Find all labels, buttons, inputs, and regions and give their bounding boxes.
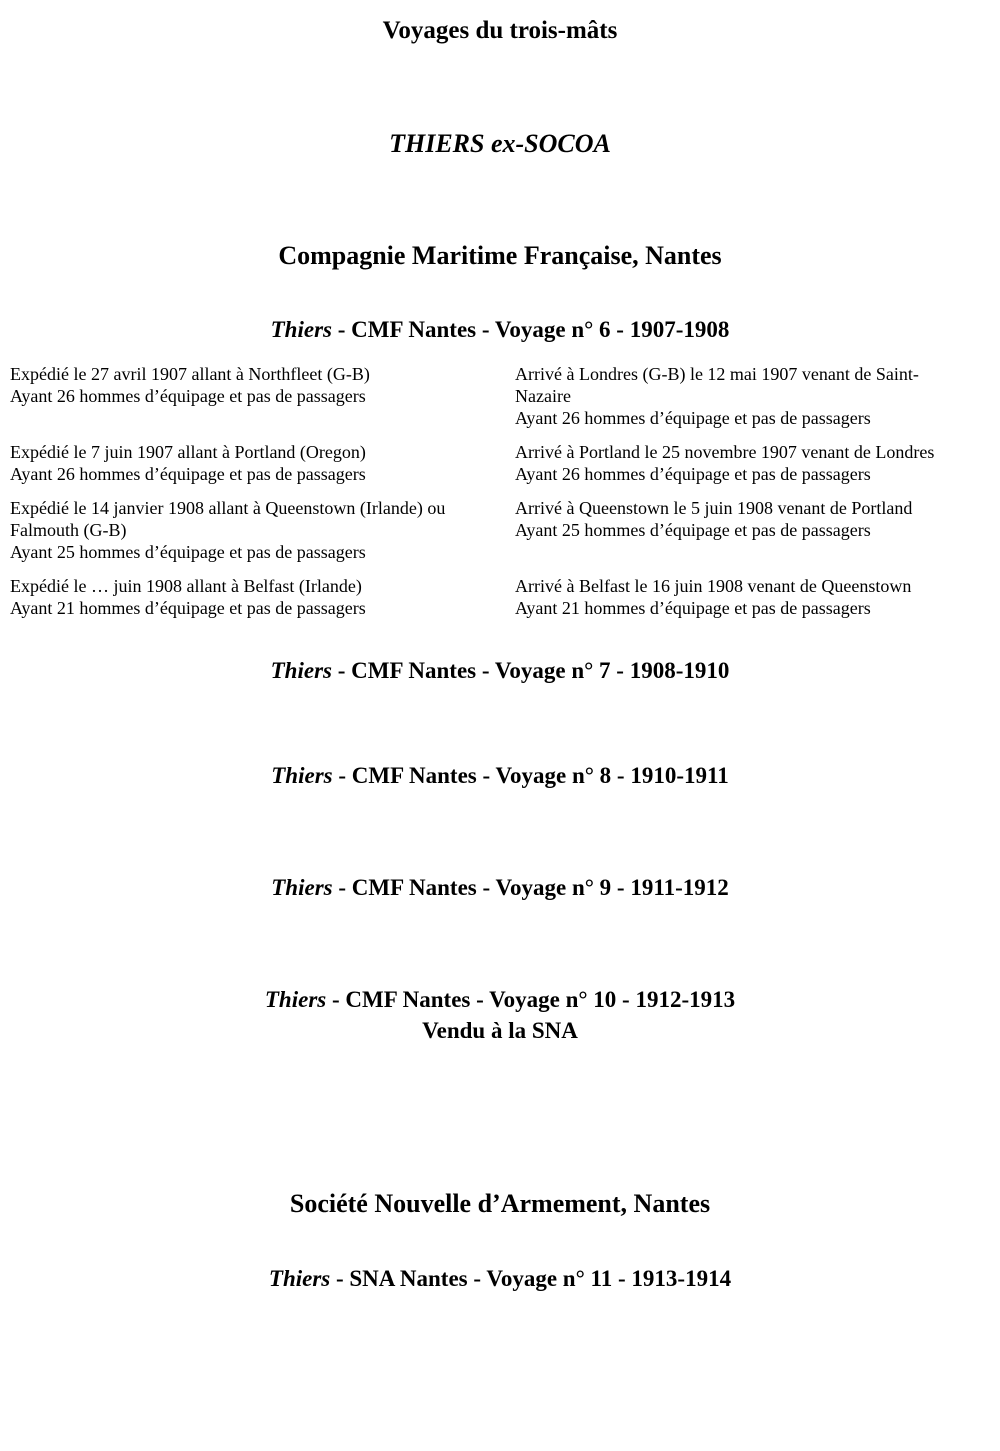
voyage-ship-name: Thiers <box>270 317 332 342</box>
arrival-text: Arrivé à Belfast le 16 juin 1908 venant de Queenstown <box>515 576 912 596</box>
departure-entry <box>10 441 490 485</box>
voyage-details: - SNA Nantes - Voyage n° 11 - 1913-1914 <box>330 1266 732 1291</box>
voyage-entry-row <box>10 363 970 429</box>
arrival-text: Arrivé à Londres (G-B) le 12 mai 1907 venant de Saint-Nazaire <box>515 364 919 406</box>
departure-text: Expédié le 27 avril 1907 allant à Northfleet (G-B) <box>10 364 370 384</box>
crew-text: Ayant 21 hommes d’équipage et pas de passagers <box>10 598 366 618</box>
voyage-details: - CMF Nantes - Voyage n° 10 - 1912-1913 <box>326 987 736 1012</box>
voyage-heading-11 <box>0 1266 1000 1292</box>
voyage-heading-6 <box>0 317 1000 343</box>
voyage-ship-name: Thiers <box>264 987 327 1012</box>
arrival-entry <box>490 363 970 429</box>
voyage-ship-name: Thiers <box>271 763 333 788</box>
departure-entry <box>10 575 490 619</box>
voyage-heading-7 <box>0 658 1000 684</box>
voyage-6-entries <box>10 363 970 631</box>
crew-text: Ayant 26 hommes d’équipage et pas de passagers <box>515 408 871 428</box>
voyage-entry-row <box>10 575 970 619</box>
voyage-details: - CMF Nantes - Voyage n° 8 - 1910-1911 <box>332 763 729 788</box>
arrival-entry <box>490 497 970 563</box>
voyage-entry-row <box>10 497 970 563</box>
departure-text: Expédié le 14 janvier 1908 allant à Queenstown (Irlande) ou Falmouth (G-B) <box>10 498 446 540</box>
voyage-details: - CMF Nantes - Voyage n° 6 - 1907-1908 <box>331 317 730 342</box>
company-heading-sna: Société Nouvelle d’Armement, Nantes <box>289 1189 711 1218</box>
crew-text: Ayant 26 hommes d’équipage et pas de passagers <box>10 386 366 406</box>
crew-text: Ayant 25 hommes d’équipage et pas de passagers <box>10 542 366 562</box>
crew-text: Ayant 26 hommes d’équipage et pas de passagers <box>515 464 871 484</box>
arrival-entry <box>490 441 970 485</box>
crew-text: Ayant 21 hommes d’équipage et pas de passagers <box>515 598 871 618</box>
voyage-ship-name: Thiers <box>270 658 332 683</box>
departure-text: Expédié le 7 juin 1907 allant à Portland (Oregon) <box>10 442 366 462</box>
crew-text: Ayant 25 hommes d’équipage et pas de passagers <box>515 520 871 540</box>
departure-entry <box>10 363 490 429</box>
arrival-text: Arrivé à Portland le 25 novembre 1907 venant de Londres <box>515 442 935 462</box>
departure-entry <box>10 497 490 563</box>
crew-text: Ayant 26 hommes d’équipage et pas de passagers <box>10 464 366 484</box>
ship-title: THIERS ex-SOCOA <box>389 129 611 158</box>
voyage-ship-name: Thiers <box>268 1266 331 1291</box>
voyage-ship-name: Thiers <box>271 875 333 900</box>
company-heading-cmf: Compagnie Maritime Française, Nantes <box>278 241 722 270</box>
voyage-entry-row <box>10 441 970 485</box>
voyage-details: - CMF Nantes - Voyage n° 7 - 1908-1910 <box>331 658 730 683</box>
departure-text: Expédié le … juin 1908 allant à Belfast (Irlande) <box>10 576 362 596</box>
voyage-heading-9 <box>0 875 1000 901</box>
voyage-heading-10 <box>0 987 1000 1013</box>
voyage-heading-8 <box>0 763 1000 789</box>
sold-note: Vendu à la SNA <box>422 1018 578 1043</box>
arrival-entry <box>490 575 970 619</box>
voyage-details: - CMF Nantes - Voyage n° 9 - 1911-1912 <box>332 875 729 900</box>
page-title: Voyages du trois-mâts <box>382 17 618 44</box>
arrival-text: Arrivé à Queenstown le 5 juin 1908 venant de Portland <box>515 498 913 518</box>
